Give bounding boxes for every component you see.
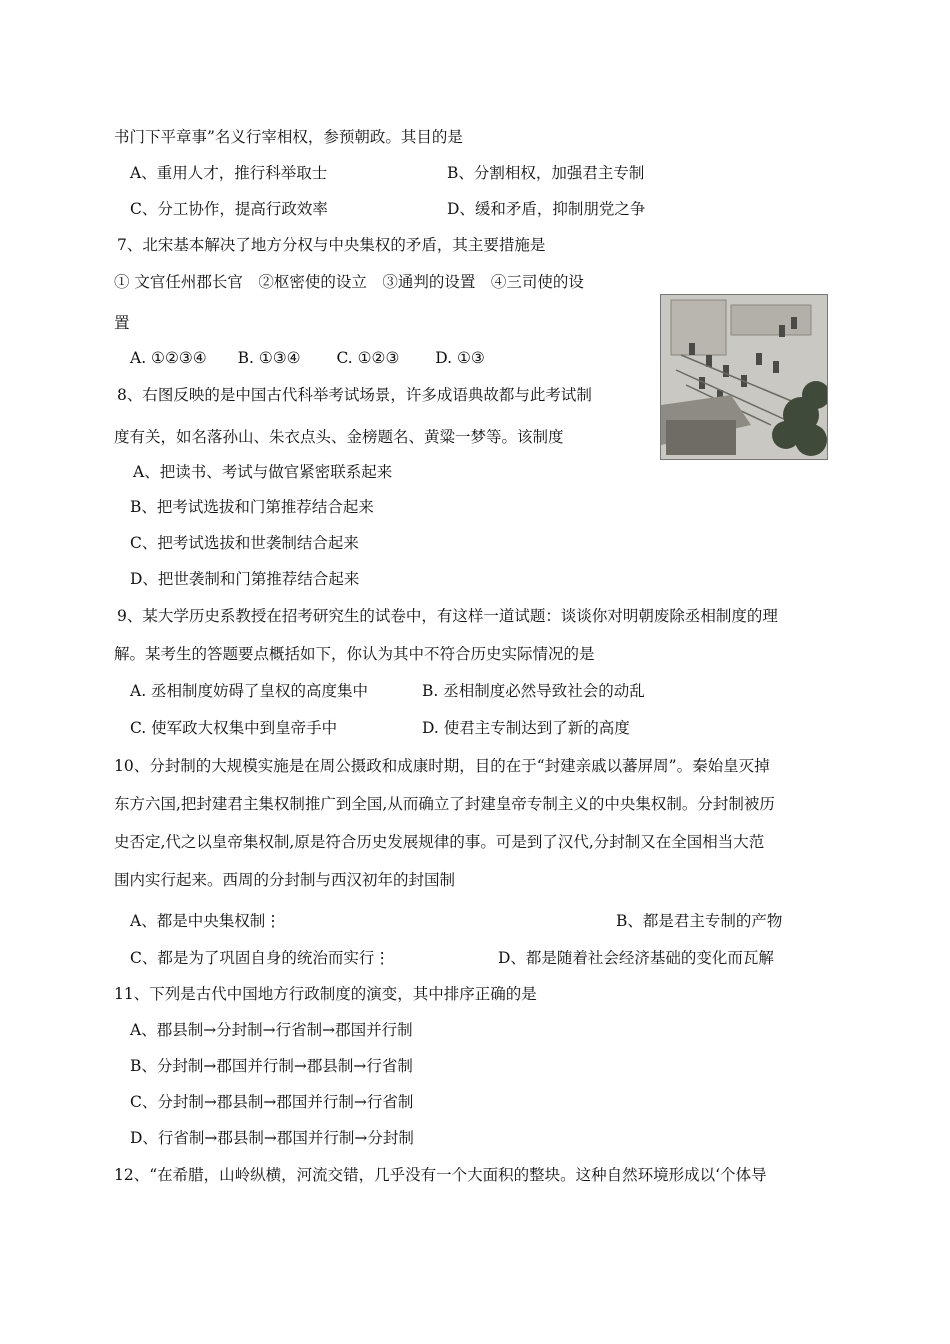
question-10-cont-3: 围内实行起来。西周的分封制与西汉初年的封国制: [114, 871, 456, 889]
option-10d: D、都是随着社会经济基础的变化而瓦解: [498, 949, 774, 967]
question-8: 8、右图反映的是中国古代科举考试场景，许多成语典故都与此考试制: [117, 386, 592, 404]
option-9c: C. 使军政大权集中到皇帝手中: [130, 719, 338, 737]
question-10-cont-1: 东方六国,把封建君主集权制推广到全国,从而确立了封建皇帝专制主义的中央集权制。分封制被历: [114, 795, 775, 813]
text-line: 书门下平章事”名义行宰相权，参预朝政。其目的是: [114, 128, 463, 146]
option-6b: B、分割相权，加强君主专制: [447, 164, 645, 182]
option-9d: D. 使君主专制达到了新的高度: [422, 719, 630, 737]
option-11a: A、郡县制→分封制→行省制→郡国并行制: [130, 1021, 413, 1039]
question-7: 7、北宋基本解决了地方分权与中央集权的矛盾，其主要措施是: [117, 236, 546, 254]
question-8-cont: 度有关，如名落孙山、朱衣点头、金榜题名、黄粱一梦等。该制度: [114, 428, 564, 446]
option-9b: B. 丞相制度必然导致社会的动乱: [422, 682, 645, 700]
keju-exam-painting: [660, 294, 828, 460]
option-11c: C、分封制→郡县制→郡国并行制→行省制: [130, 1093, 414, 1111]
option-6d: D、缓和矛盾，抑制朋党之争: [447, 200, 646, 218]
option-6c: C、分工协作，提高行政效率: [130, 200, 328, 218]
option-10b: B、都是君主专制的产物: [616, 912, 783, 930]
question-9-cont: 解。某考生的答题要点概括如下，你认为其中不符合历史实际情况的是: [114, 645, 595, 663]
option-11d: D、行省制→郡县制→郡国并行制→分封制: [130, 1129, 414, 1147]
question-7-items: ① 文官任州郡长官 ②枢密使的设立 ③通判的设置 ④三司使的设: [114, 273, 584, 291]
option-10a: A、都是中央集权制⋮: [130, 912, 281, 930]
option-8a: A、把读书、考试与做官紧密联系起来: [133, 463, 393, 481]
question-9: 9、某大学历史系教授在招考研究生的试卷中，有这样一道试题：谈谈你对明朝废除丞相制度的理: [117, 607, 778, 625]
option-8b: B、把考试选拔和门第推荐结合起来: [130, 498, 374, 516]
option-6a: A、重用人才，推行科举取士: [130, 164, 328, 182]
option-11b: B、分封制→郡国并行制→郡县制→行省制: [130, 1057, 413, 1075]
question-7-options: A. ①②③④ B. ①③④ C. ①②③ D. ①③: [130, 349, 485, 367]
option-8c: C、把考试选拔和世袭制结合起来: [130, 534, 359, 552]
question-10-cont-2: 史否定,代之以皇帝集权制,原是符合历史发展规律的事。可是到了汉代,分封制又在全国相当大范: [114, 833, 765, 851]
question-7-items-cont: 置: [114, 314, 130, 332]
question-11: 11、下列是古代中国地方行政制度的演变，其中排序正确的是: [114, 985, 537, 1003]
option-10c: C、都是为了巩固自身的统治而实行⋮: [130, 949, 390, 967]
question-12: 12、“在希腊，山岭纵横，河流交错，几乎没有一个大面积的整块。这种自然环境形成以‘个体导: [114, 1166, 767, 1184]
question-10: 10、分封制的大规模实施是在周公摄政和成康时期，目的在于“封建亲戚以蕃屏周”。秦始皇灭掉: [114, 757, 770, 775]
option-8d: D、把世袭制和门第推荐结合起来: [130, 570, 360, 588]
option-9a: A. 丞相制度妨碍了皇权的高度集中: [130, 682, 369, 700]
